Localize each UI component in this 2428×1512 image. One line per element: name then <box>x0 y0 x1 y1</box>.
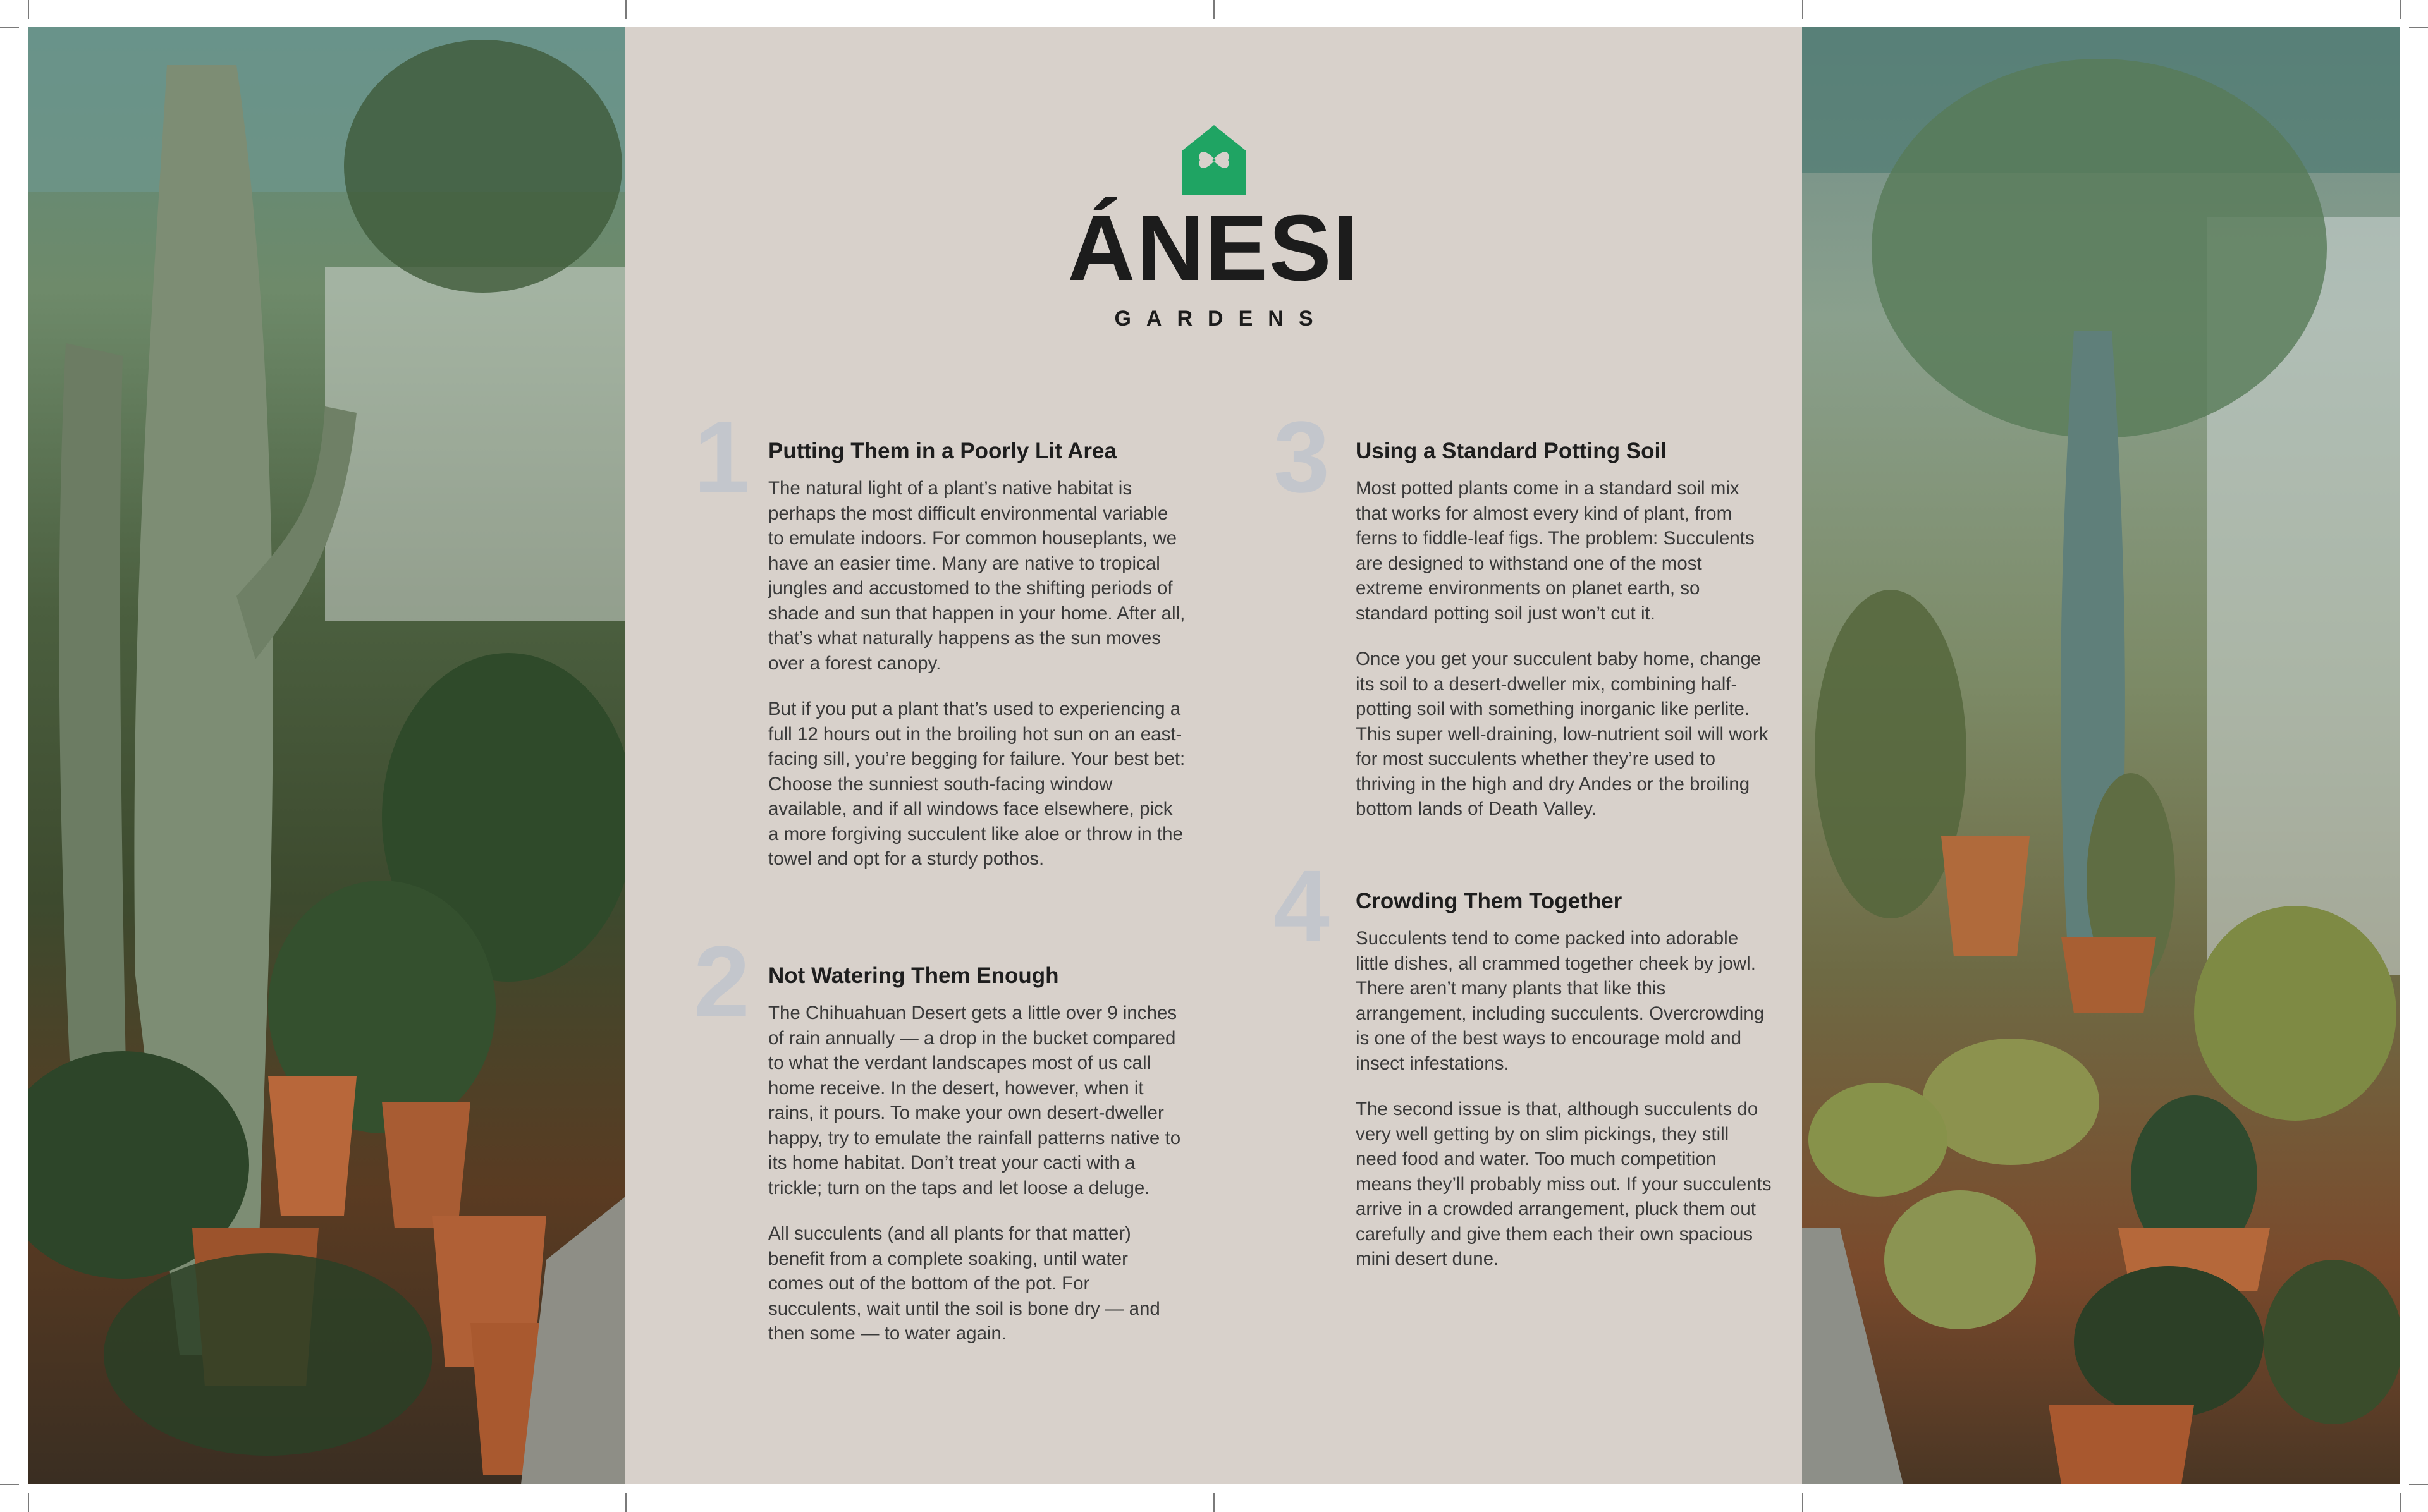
fold-mark <box>625 0 627 19</box>
fold-mark <box>1802 1493 1803 1512</box>
greenhouse-leaf-icon <box>1179 122 1249 198</box>
section-paragraph: The second issue is that, although succulents do very well getting by on slim pickings, they still need food and water. Too much competition means they’ll probably miss out. If your succulents arrive in a crowded arrangement, pluck them out carefully and give them each their own spacious mini desert dune. <box>1356 1099 1772 1269</box>
greenhouse-cactus-photo <box>28 27 625 1484</box>
tip-section <box>768 438 1186 893</box>
brand-subtitle: GARDENS <box>1114 307 1328 331</box>
section-paragraph: But if you put a plant that’s used to experiencing a full 12 hours out in the broiling hot sun on an east-facing sill, you’re begging for failure. Your best bet: Choose the sunniest south-facing window available, and if all windows face elsewhere, pick a more forgiving succulent like aloe or throw in the towel and opt for a sturdy pothos. <box>768 698 1186 869</box>
section-number: 3 <box>1273 400 1330 513</box>
crop-mark <box>28 1493 29 1512</box>
brand-logo <box>625 122 1802 331</box>
section-number: 4 <box>1273 849 1330 962</box>
crop-mark <box>0 27 19 28</box>
crop-mark <box>0 1484 19 1485</box>
section-paragraph: Most potted plants come in a standard soil mix that works for almost every kind of plant, from ferns to fiddle-leaf figs. The problem: Succulents are designed to withstand one of the most extreme environments on planet earth, so standard potting soil just won’t cut it. <box>1356 478 1755 624</box>
crop-mark <box>2409 27 2428 28</box>
section-paragraph: The natural light of a plant’s native habitat is perhaps the most difficult environmental variable to emulate indoors. For common houseplants, we have an easier time. Many are native to tropical jungles and accustomed to the shifting periods of shade and sun that happen in your home. After all, that’s what naturally happens as the sun moves over a forest canopy. <box>768 478 1186 674</box>
crop-mark <box>2400 0 2401 19</box>
crop-mark <box>2400 1493 2401 1512</box>
section-heading: Using a Standard Potting Soil <box>1356 439 1667 463</box>
section-paragraph: The Chihuahuan Desert gets a little over 9 inches of rain annually — a drop in the bucket compared to what the verdant landscapes most of us call home receive. In the desert, however, when it rains, it pours. To make your own desert-dweller happy, try to emulate the rainfall patterns native to its home habitat. Don’t treat your cacti with a trickle; turn on the taps and let loose a deluge. <box>768 1003 1181 1198</box>
crop-mark <box>2409 1484 2428 1485</box>
fold-mark <box>1802 0 1803 19</box>
tip-section <box>768 963 1186 1367</box>
potted-cacti-photo <box>1802 27 2400 1484</box>
fold-mark <box>625 1493 627 1512</box>
section-number: 1 <box>694 400 750 513</box>
section-number: 2 <box>694 925 750 1038</box>
tip-section <box>1356 888 1773 1293</box>
fold-mark <box>1213 1493 1215 1512</box>
crop-mark <box>28 0 29 19</box>
brand-name: ÁNESI <box>1067 196 1360 300</box>
section-paragraph: Succulents tend to come packed into adorable little dishes, all crammed together cheek by jowl. There aren’t many plants that like this arrangement, including succulents. Overcrowding is one of the best ways to encourage mold and insect infestations. <box>1356 928 1765 1074</box>
center-panel <box>625 27 1802 1484</box>
tip-section <box>1356 438 1773 843</box>
section-heading: Putting Them in a Poorly Lit Area <box>768 439 1117 463</box>
section-paragraph: Once you get your succulent baby home, change its soil to a desert-dweller mix, combining half-potting soil with something inorganic like perlite. This super well-draining, low-nutrient soil will work for most succulents whether they’re used to thriving in the high and dry Andes or the broiling bottom lands of Death Valley. <box>1356 649 1769 819</box>
section-paragraph: All succulents (and all plants for that matter) benefit from a complete soaking, until water comes out of the bottom of the pot. For succulents, wait until the soil is bone dry — and then some — to water again. <box>768 1223 1160 1344</box>
section-heading: Crowding Them Together <box>1356 889 1622 913</box>
section-heading: Not Watering Them Enough <box>768 963 1059 988</box>
fold-mark <box>1213 0 1215 19</box>
